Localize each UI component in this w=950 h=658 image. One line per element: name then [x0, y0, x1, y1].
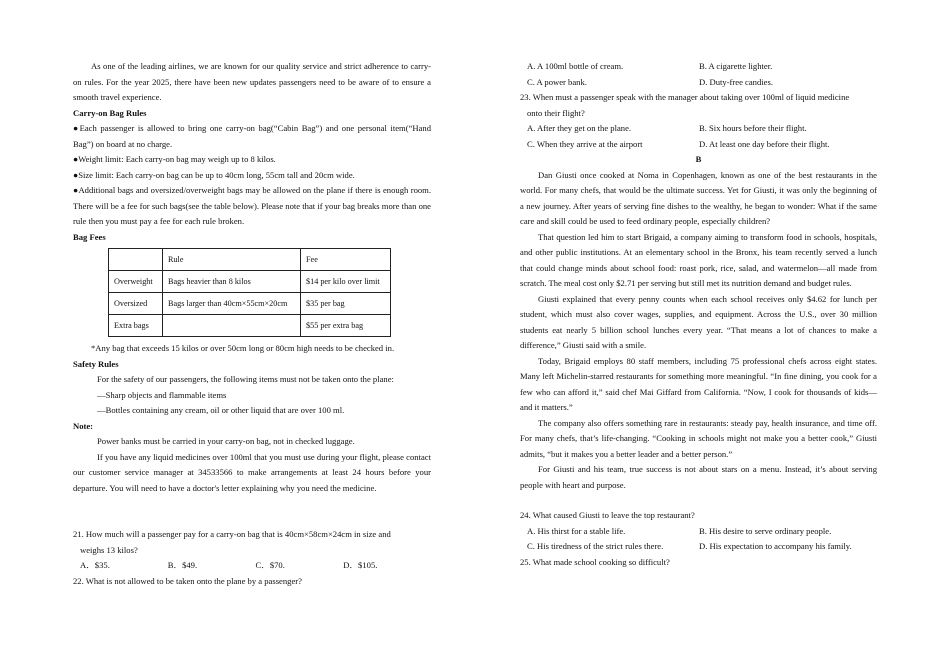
option: A. His thirst for a stable life. [527, 525, 626, 536]
option: A. After they get on the plane. [527, 123, 632, 133]
option: A. A 100ml bottle of cream. [527, 61, 624, 71]
table-cell: Oversized [109, 293, 163, 315]
rule-item: ●Size limit: Each carry-on bag can be up to 40cm long, 55cm tall and 20cm wide. [73, 169, 355, 180]
question-22: 22. What is not allowed to be taken onto the plane by a passenger? [73, 575, 302, 586]
right-column [520, 59, 877, 570]
option: C．$70. [255, 560, 285, 570]
table-row [109, 271, 391, 293]
table-cell [163, 315, 301, 337]
note-heading: Note: [73, 420, 94, 431]
option: D．$105. [343, 560, 378, 570]
table-cell: Overweight [109, 271, 163, 293]
note-text: If you have any liquid medicines over 100ml that you must use during your flight, please contact our customer service manager at 34533566 to make arrangements at least 24 hours before your departure. You will need to have a doctor's letter explaining why you need the medicine. [73, 451, 431, 493]
question-23-options [520, 121, 877, 137]
passage-paragraph: The company also offers something rare in restaurants: steady pay, health insurance, and time off. For many chefs, that’s life-changing. “Cooking in schools might not make you a better cook,” Giusti admits, “but it makes you a better leader and a better person.” [520, 417, 877, 459]
table-footnote: *Any bag that exceeds 15 kilos or over 50cm long or 80cm high needs to be checked in. [91, 343, 395, 353]
table-row [109, 293, 391, 315]
table-cell [109, 249, 163, 271]
question-21-cont: weighs 13 kilos? [80, 544, 138, 555]
option: D. Duty-free candies. [699, 76, 773, 87]
option: C. A power bank. [527, 76, 587, 87]
question-21-options [73, 558, 431, 574]
option: D. At least one day before their flight. [699, 138, 830, 149]
table-row [109, 315, 391, 337]
question-25: 25. What made school cooking so difficult? [520, 556, 670, 567]
question-21: 21. How much will a passenger pay for a carry-on bag that is 40cm×58cm×24cm in size and [73, 529, 391, 539]
intro-paragraph: As one of the leading airlines, we are known for our quality service and strict adherence to carry-on rules. For the year 2025, there have been new updates passengers need to be aware of to ensure a smooth travel experience. [73, 61, 431, 102]
table-cell: Bags heavier than 8 kilos [163, 271, 301, 293]
table-cell: $35 per bag [301, 293, 391, 315]
question-23-options [520, 137, 877, 153]
passage-paragraph: Giusti explained that every penny counts when each school receives only $4.62 for lunch per student, which must also cover wages, supplies, and equipment. Across the U.S., over 30 million students eat nearly 5 billion school lunches every year. “That means a lot of chances to make a difference,” Giusti said with a smile. [520, 293, 877, 350]
carry-on-heading: Carry-on Bag Rules [73, 107, 147, 118]
table-cell: Rule [163, 249, 301, 271]
left-column [73, 59, 431, 589]
rule-item: ●Additional bags and oversized/overweight bags may be allowed on the plane if there is enough room. There will be a fee for such bags(see the table below). Please note that if your bag breaks more than one rule then you must pay a fee for each rule broken. [73, 185, 431, 226]
option: C. His tiredness of the strict rules there. [527, 541, 664, 551]
table-cell: Extra bags [109, 315, 163, 337]
option: C. When they arrive at the airport [527, 138, 643, 149]
passage-paragraph: Today, Brigaid employs 80 staff members, including 75 professional chefs across eight states. Many left Michelin-starred restaurants for something more meaningful. “In fine dining, you cook for a few who can afford it,” said chef Mai Giffard from California. “Now, I cook for thousands of kids—and it matters.” [520, 355, 877, 412]
fees-heading: Bag Fees [73, 231, 106, 242]
passage-paragraph: For Giusti and his team, true success is not about stars on a menu. Instead, it’s about serving people with heart and purpose. [520, 464, 877, 490]
question-23-cont: onto their flight? [527, 107, 585, 118]
question-24: 24. What caused Giusti to leave the top restaurant? [520, 510, 695, 520]
safety-item: —Bottles containing any cream, oil or other liquid that are over 100 ml. [97, 405, 345, 415]
question-22-options [520, 59, 877, 75]
option: D. His expectation to accompany his family. [699, 541, 852, 551]
safety-heading: Safety Rules [73, 358, 119, 369]
note-text: Power banks must be carried in your carry-on bag, not in checked luggage. [97, 436, 355, 446]
table-header-row [109, 249, 391, 271]
table-cell: $14 per kilo over limit [301, 271, 391, 293]
section-title: B [695, 154, 702, 164]
option: B. His desire to serve ordinary people. [699, 525, 832, 536]
table-cell: Fee [301, 249, 391, 271]
table-cell: $55 per extra bag [301, 315, 391, 337]
question-24-options [520, 539, 877, 555]
passage-paragraph: Dan Giusti once cooked at Noma in Copenhagen, known as one of the best restaurants in the world. For many chefs, that would be the ultimate success. Yet for Giusti, it was only the beginning of a new journey. After years of serving fine dishes to the wealthy, he began to wonder: What if the same care and skill could be used to feed ordinary people, especially children? [520, 169, 877, 226]
option: A．$35. [80, 560, 110, 570]
rule-item: ●Weight limit: Each carry-on bag may weigh up to 8 kilos. [73, 154, 276, 164]
option: B. A cigarette lighter. [699, 61, 773, 71]
question-23: 23. When must a passenger speak with the manager about taking over 100ml of liquid medicine [520, 92, 850, 102]
safety-intro: For the safety of our passengers, the following items must not be taken onto the plane: [97, 374, 394, 384]
question-24-options [520, 524, 877, 540]
table-cell: Bags larger than 40cm×55cm×20cm [163, 293, 301, 315]
question-22-options [520, 75, 877, 91]
rule-item: ●Each passenger is allowed to bring one carry-on bag(“Cabin Bag”) and one personal item(“Hand Bag”) on board at no charge. [73, 123, 431, 149]
bag-fees-table [108, 248, 391, 337]
safety-item: —Sharp objects and flammable items [97, 389, 227, 400]
option: B. Six hours before their flight. [699, 123, 807, 133]
option: B．$49. [167, 560, 198, 570]
passage-paragraph: That question led him to start Brigaid, a company aiming to transform food in schools, hospitals, and other public institutions. At an elementary school in the Bronx, his team recently served a lunch that could change minds about school food: roast pork, rice, salad, and watermelon—all made from scratch. The meal cost only $2.71 per serving but still met its nutrition demand and budget rules. [520, 231, 877, 288]
